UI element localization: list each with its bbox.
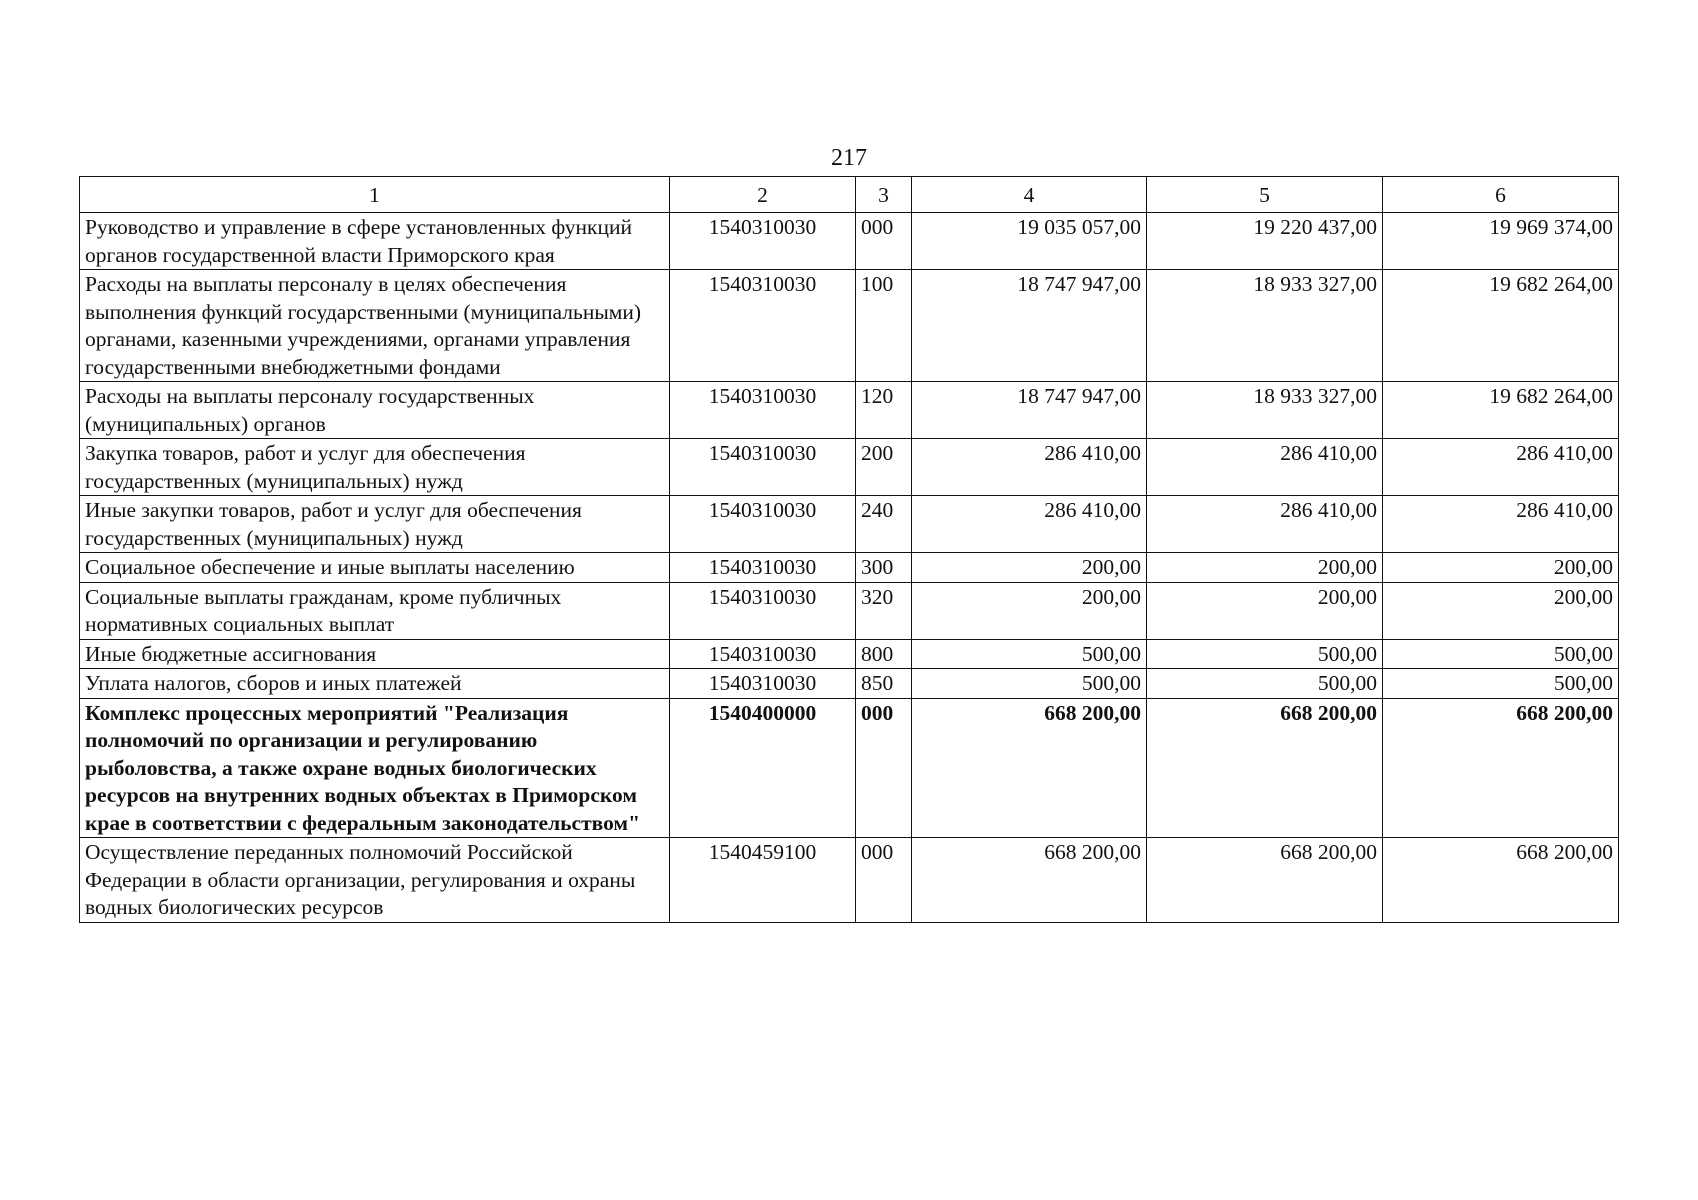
row-code-cell: 1540310030 — [670, 582, 856, 639]
row-code-cell: 1540310030 — [670, 669, 856, 699]
page-number: 217 — [831, 145, 867, 171]
row-name-cell: Социальное обеспечение и иные выплаты населению — [80, 553, 670, 583]
row-value-cell-6: 19 969 374,00 — [1383, 213, 1619, 270]
column-header-3: 3 — [856, 177, 912, 213]
row-value-cell-5: 668 200,00 — [1147, 698, 1383, 838]
column-header-4: 4 — [912, 177, 1147, 213]
row-value-cell-5: 500,00 — [1147, 669, 1383, 699]
row-code-cell: 1540310030 — [670, 270, 856, 382]
row-value-cell-5: 286 410,00 — [1147, 439, 1383, 496]
row-type-cell: 200 — [856, 439, 912, 496]
table-header-row — [80, 177, 1619, 213]
row-value-cell-4: 286 410,00 — [912, 496, 1147, 553]
row-value-cell-5: 18 933 327,00 — [1147, 382, 1383, 439]
row-type-cell: 240 — [856, 496, 912, 553]
row-type-cell: 800 — [856, 639, 912, 669]
row-value-cell-4: 18 747 947,00 — [912, 382, 1147, 439]
column-header-2: 2 — [670, 177, 856, 213]
row-type-cell: 100 — [856, 270, 912, 382]
row-type-cell: 120 — [856, 382, 912, 439]
row-name-cell: Иные закупки товаров, работ и услуг для обеспечения государственных (муниципальных) нужд — [80, 496, 670, 553]
row-value-cell-4: 19 035 057,00 — [912, 213, 1147, 270]
row-value-cell-4: 668 200,00 — [912, 838, 1147, 923]
row-value-cell-4: 286 410,00 — [912, 439, 1147, 496]
row-value-cell-6: 200,00 — [1383, 582, 1619, 639]
row-code-cell: 1540310030 — [670, 496, 856, 553]
row-value-cell-5: 668 200,00 — [1147, 838, 1383, 923]
row-value-cell-6: 668 200,00 — [1383, 698, 1619, 838]
row-code-cell: 1540400000 — [670, 698, 856, 838]
row-name-cell: Иные бюджетные ассигнования — [80, 639, 670, 669]
row-name-cell: Уплата налогов, сборов и иных платежей — [80, 669, 670, 699]
row-value-cell-6: 668 200,00 — [1383, 838, 1619, 923]
row-value-cell-4: 500,00 — [912, 639, 1147, 669]
row-value-cell-6: 286 410,00 — [1383, 439, 1619, 496]
table-body — [80, 213, 1619, 923]
table-row — [80, 639, 1619, 669]
row-value-cell-5: 200,00 — [1147, 582, 1383, 639]
row-name-cell: Социальные выплаты гражданам, кроме публичных нормативных социальных выплат — [80, 582, 670, 639]
table-row — [80, 669, 1619, 699]
row-type-cell: 320 — [856, 582, 912, 639]
row-value-cell-6: 19 682 264,00 — [1383, 382, 1619, 439]
row-code-cell: 1540310030 — [670, 639, 856, 669]
budget-table — [79, 176, 1619, 923]
row-type-cell: 000 — [856, 213, 912, 270]
row-code-cell: 1540310030 — [670, 553, 856, 583]
row-value-cell-5: 19 220 437,00 — [1147, 213, 1383, 270]
row-code-cell: 1540310030 — [670, 213, 856, 270]
row-value-cell-5: 500,00 — [1147, 639, 1383, 669]
table-row — [80, 213, 1619, 270]
row-value-cell-6: 200,00 — [1383, 553, 1619, 583]
table-row — [80, 496, 1619, 553]
row-type-cell: 850 — [856, 669, 912, 699]
row-code-cell: 1540310030 — [670, 439, 856, 496]
row-code-cell: 1540310030 — [670, 382, 856, 439]
row-name-cell: Расходы на выплаты персоналу в целях обеспечения выполнения функций государственными (муниципальными) органами, казенными учреждениями, органами управления государственными внебюджетными фондами — [80, 270, 670, 382]
column-header-6: 6 — [1383, 177, 1619, 213]
table-row — [80, 270, 1619, 382]
row-value-cell-6: 19 682 264,00 — [1383, 270, 1619, 382]
row-value-cell-5: 18 933 327,00 — [1147, 270, 1383, 382]
row-value-cell-6: 500,00 — [1383, 639, 1619, 669]
row-value-cell-6: 500,00 — [1383, 669, 1619, 699]
row-value-cell-4: 200,00 — [912, 582, 1147, 639]
table-row — [80, 382, 1619, 439]
row-name-cell: Осуществление переданных полномочий Российской Федерации в области организации, регулирования и охраны водных биологических ресурсов — [80, 838, 670, 923]
row-name-cell: Руководство и управление в сфере установленных функций органов государственной власти Приморского края — [80, 213, 670, 270]
column-header-5: 5 — [1147, 177, 1383, 213]
row-value-cell-4: 18 747 947,00 — [912, 270, 1147, 382]
row-value-cell-4: 668 200,00 — [912, 698, 1147, 838]
row-value-cell-4: 500,00 — [912, 669, 1147, 699]
table-row — [80, 553, 1619, 583]
table-row — [80, 439, 1619, 496]
table-row — [80, 838, 1619, 923]
row-type-cell: 300 — [856, 553, 912, 583]
row-value-cell-4: 200,00 — [912, 553, 1147, 583]
table-row — [80, 698, 1619, 838]
row-value-cell-5: 200,00 — [1147, 553, 1383, 583]
column-header-1: 1 — [80, 177, 670, 213]
row-name-cell: Комплекс процессных мероприятий "Реализация полномочий по организации и регулированию рыболовства, а также охране водных биологических ресурсов на внутренних водных объектах в Приморском крае в соответствии с федеральным законодательством" — [80, 698, 670, 838]
row-name-cell: Расходы на выплаты персоналу государственных (муниципальных) органов — [80, 382, 670, 439]
row-code-cell: 1540459100 — [670, 838, 856, 923]
table-row — [80, 582, 1619, 639]
row-type-cell: 000 — [856, 698, 912, 838]
row-value-cell-6: 286 410,00 — [1383, 496, 1619, 553]
row-type-cell: 000 — [856, 838, 912, 923]
row-value-cell-5: 286 410,00 — [1147, 496, 1383, 553]
row-name-cell: Закупка товаров, работ и услуг для обеспечения государственных (муниципальных) нужд — [80, 439, 670, 496]
